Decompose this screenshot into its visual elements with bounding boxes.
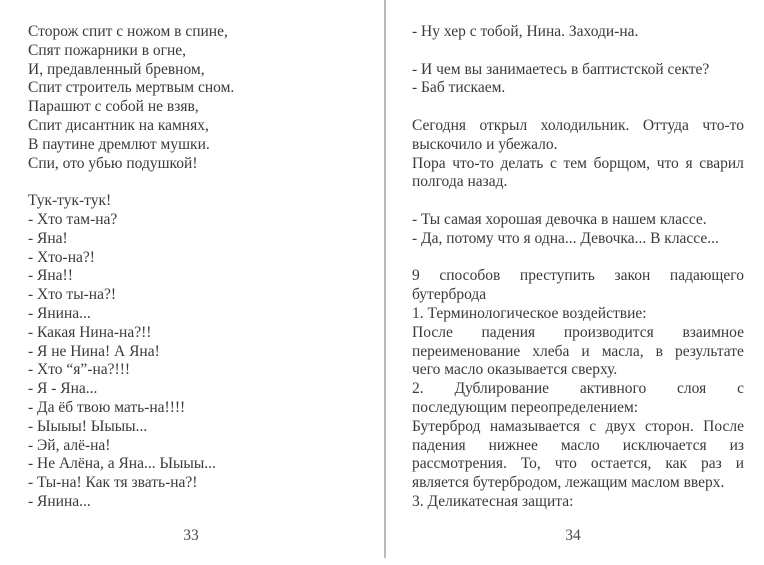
word: что xyxy=(656,154,679,172)
word: Пора xyxy=(412,154,446,172)
text-line: - Да, потому что я одна... Девочка... В классе... xyxy=(412,229,719,247)
text-line: - Не Алёна, а Яна... Ыыыы... xyxy=(28,455,216,473)
word: борщом, xyxy=(593,154,651,172)
page-divider xyxy=(384,0,386,558)
word: делать xyxy=(500,154,544,172)
word: холодильник. xyxy=(540,116,630,134)
word: сторон. xyxy=(644,417,694,435)
text-line: В паутине дремлют мушки. xyxy=(28,135,210,153)
text-line: - Баб тискаем. xyxy=(412,79,506,97)
word: масло xyxy=(560,436,600,454)
page-right-text xyxy=(412,23,744,512)
text-line: - Какая Нина-на?!! xyxy=(28,323,152,341)
text-line: чего масло оказывается сверху. xyxy=(412,361,618,379)
text-line: Спят пожарники в огне, xyxy=(28,41,187,59)
page-right xyxy=(412,23,744,512)
text-line: - Янина... xyxy=(28,304,91,322)
word: намазывается xyxy=(489,417,580,435)
word: закон xyxy=(614,267,651,285)
text-line: бутерброда xyxy=(412,286,487,304)
word: Сегодня xyxy=(412,116,466,134)
text-line: - Хто “я”-на?!!! xyxy=(28,361,131,379)
word: 9 xyxy=(412,267,420,285)
word: с xyxy=(549,154,557,172)
text-line: Спи, ото убью подушкой! xyxy=(28,154,198,172)
blank-line xyxy=(412,98,744,117)
word: с xyxy=(737,380,744,398)
text-line: - Эй, алё-на! xyxy=(28,436,111,454)
word: падения xyxy=(481,323,536,341)
text-line: 3. Деликатесная защита: xyxy=(412,492,574,510)
text-line: - Янина... xyxy=(28,492,91,510)
word: падения xyxy=(412,436,466,454)
text-line: Сторож спит с ножом в спине, xyxy=(28,23,228,40)
text-line: - Ну хер с тобой, Нина. Заходи-на. xyxy=(412,23,639,40)
blank-line xyxy=(412,249,744,268)
word: я xyxy=(685,154,693,172)
text-line xyxy=(412,324,744,343)
word: переименование xyxy=(412,342,521,360)
text-line: Тук-тук-тук! xyxy=(28,192,112,210)
word: что-то xyxy=(702,116,744,134)
blank-line xyxy=(28,173,360,192)
word: То, xyxy=(520,455,541,473)
text-line xyxy=(412,380,744,399)
text-line: - Яна!! xyxy=(28,267,73,285)
word: масла, xyxy=(601,342,644,360)
text-line xyxy=(412,267,744,286)
text-line: И, предавленный бревном, xyxy=(28,60,205,78)
word: Оттуда xyxy=(642,116,689,134)
word: и xyxy=(581,342,590,360)
word: активного xyxy=(579,380,647,398)
text-line: - Хто там-на? xyxy=(28,210,118,228)
page-left xyxy=(28,23,360,512)
word: результате xyxy=(674,342,744,360)
text-line: - Ты-на! Как тя звать-на?! xyxy=(28,474,198,492)
blank-line xyxy=(412,42,744,61)
text-line: Спит дисантник на камнях, xyxy=(28,116,209,134)
word: остается, xyxy=(590,455,652,473)
word: двух xyxy=(605,417,636,435)
word: сварил xyxy=(699,154,744,172)
text-line xyxy=(412,155,744,174)
word: тем xyxy=(563,154,587,172)
word: производится xyxy=(563,323,654,341)
word: и xyxy=(735,455,744,473)
text-line xyxy=(412,437,744,456)
text-line: является бутербродом, лежащим маслом вверх. xyxy=(412,474,725,492)
word: что-то xyxy=(452,154,494,172)
word: из xyxy=(729,436,744,454)
word: с xyxy=(589,417,597,435)
word: раз xyxy=(701,455,722,473)
page-number-left: 33 xyxy=(183,527,199,544)
text-line xyxy=(412,117,744,136)
text-line: - И чем вы занимаетесь в баптистской секте? xyxy=(412,60,710,78)
text-line: последующим переопределением: xyxy=(412,398,639,416)
page-left-text xyxy=(28,23,360,512)
word: После xyxy=(412,323,453,341)
page-number-right: 34 xyxy=(565,527,581,544)
text-line: - Ты самая хорошая девочка в нашем классе. xyxy=(412,210,707,228)
text-line: - Хто ты-на?! xyxy=(28,286,116,304)
word: нижнее xyxy=(488,436,538,454)
word: слоя xyxy=(677,380,707,398)
word: как xyxy=(665,455,688,473)
blank-line xyxy=(412,192,744,211)
text-line xyxy=(412,455,744,474)
word: Дублирование xyxy=(454,380,550,398)
word: открыл xyxy=(479,116,528,134)
text-line: - Я - Яна... xyxy=(28,380,98,398)
text-line: Парашют с собой не взяв, xyxy=(28,98,199,116)
word: падающего xyxy=(669,267,744,285)
word: После xyxy=(703,417,744,435)
word: хлеба xyxy=(532,342,570,360)
word: Бутерброд xyxy=(412,417,481,435)
word: рассмотрения. xyxy=(412,455,507,473)
text-line: выскочило и убежало. xyxy=(412,135,558,153)
text-line: - Хто-на?! xyxy=(28,248,95,266)
word: 2. xyxy=(412,380,424,398)
text-line: - Да ёб твою мать-на!!!! xyxy=(28,398,186,416)
text-line: - Ыыыы! Ыыыы... xyxy=(28,417,148,435)
word: взаимное xyxy=(682,323,744,341)
text-line: полгода назад. xyxy=(412,173,508,191)
text-line: - Я не Нина! А Яна! xyxy=(28,342,160,360)
word: что xyxy=(554,455,577,473)
word: в xyxy=(655,342,663,360)
word: исключается xyxy=(622,436,707,454)
text-line xyxy=(412,343,744,362)
text-line: 1. Терминологическое воздействие: xyxy=(412,304,647,322)
text-line: Спит строитель мертвым сном. xyxy=(28,79,235,97)
word: способов xyxy=(439,267,501,285)
text-line: - Яна! xyxy=(28,229,68,247)
word: преступить xyxy=(519,267,595,285)
text-line xyxy=(412,418,744,437)
